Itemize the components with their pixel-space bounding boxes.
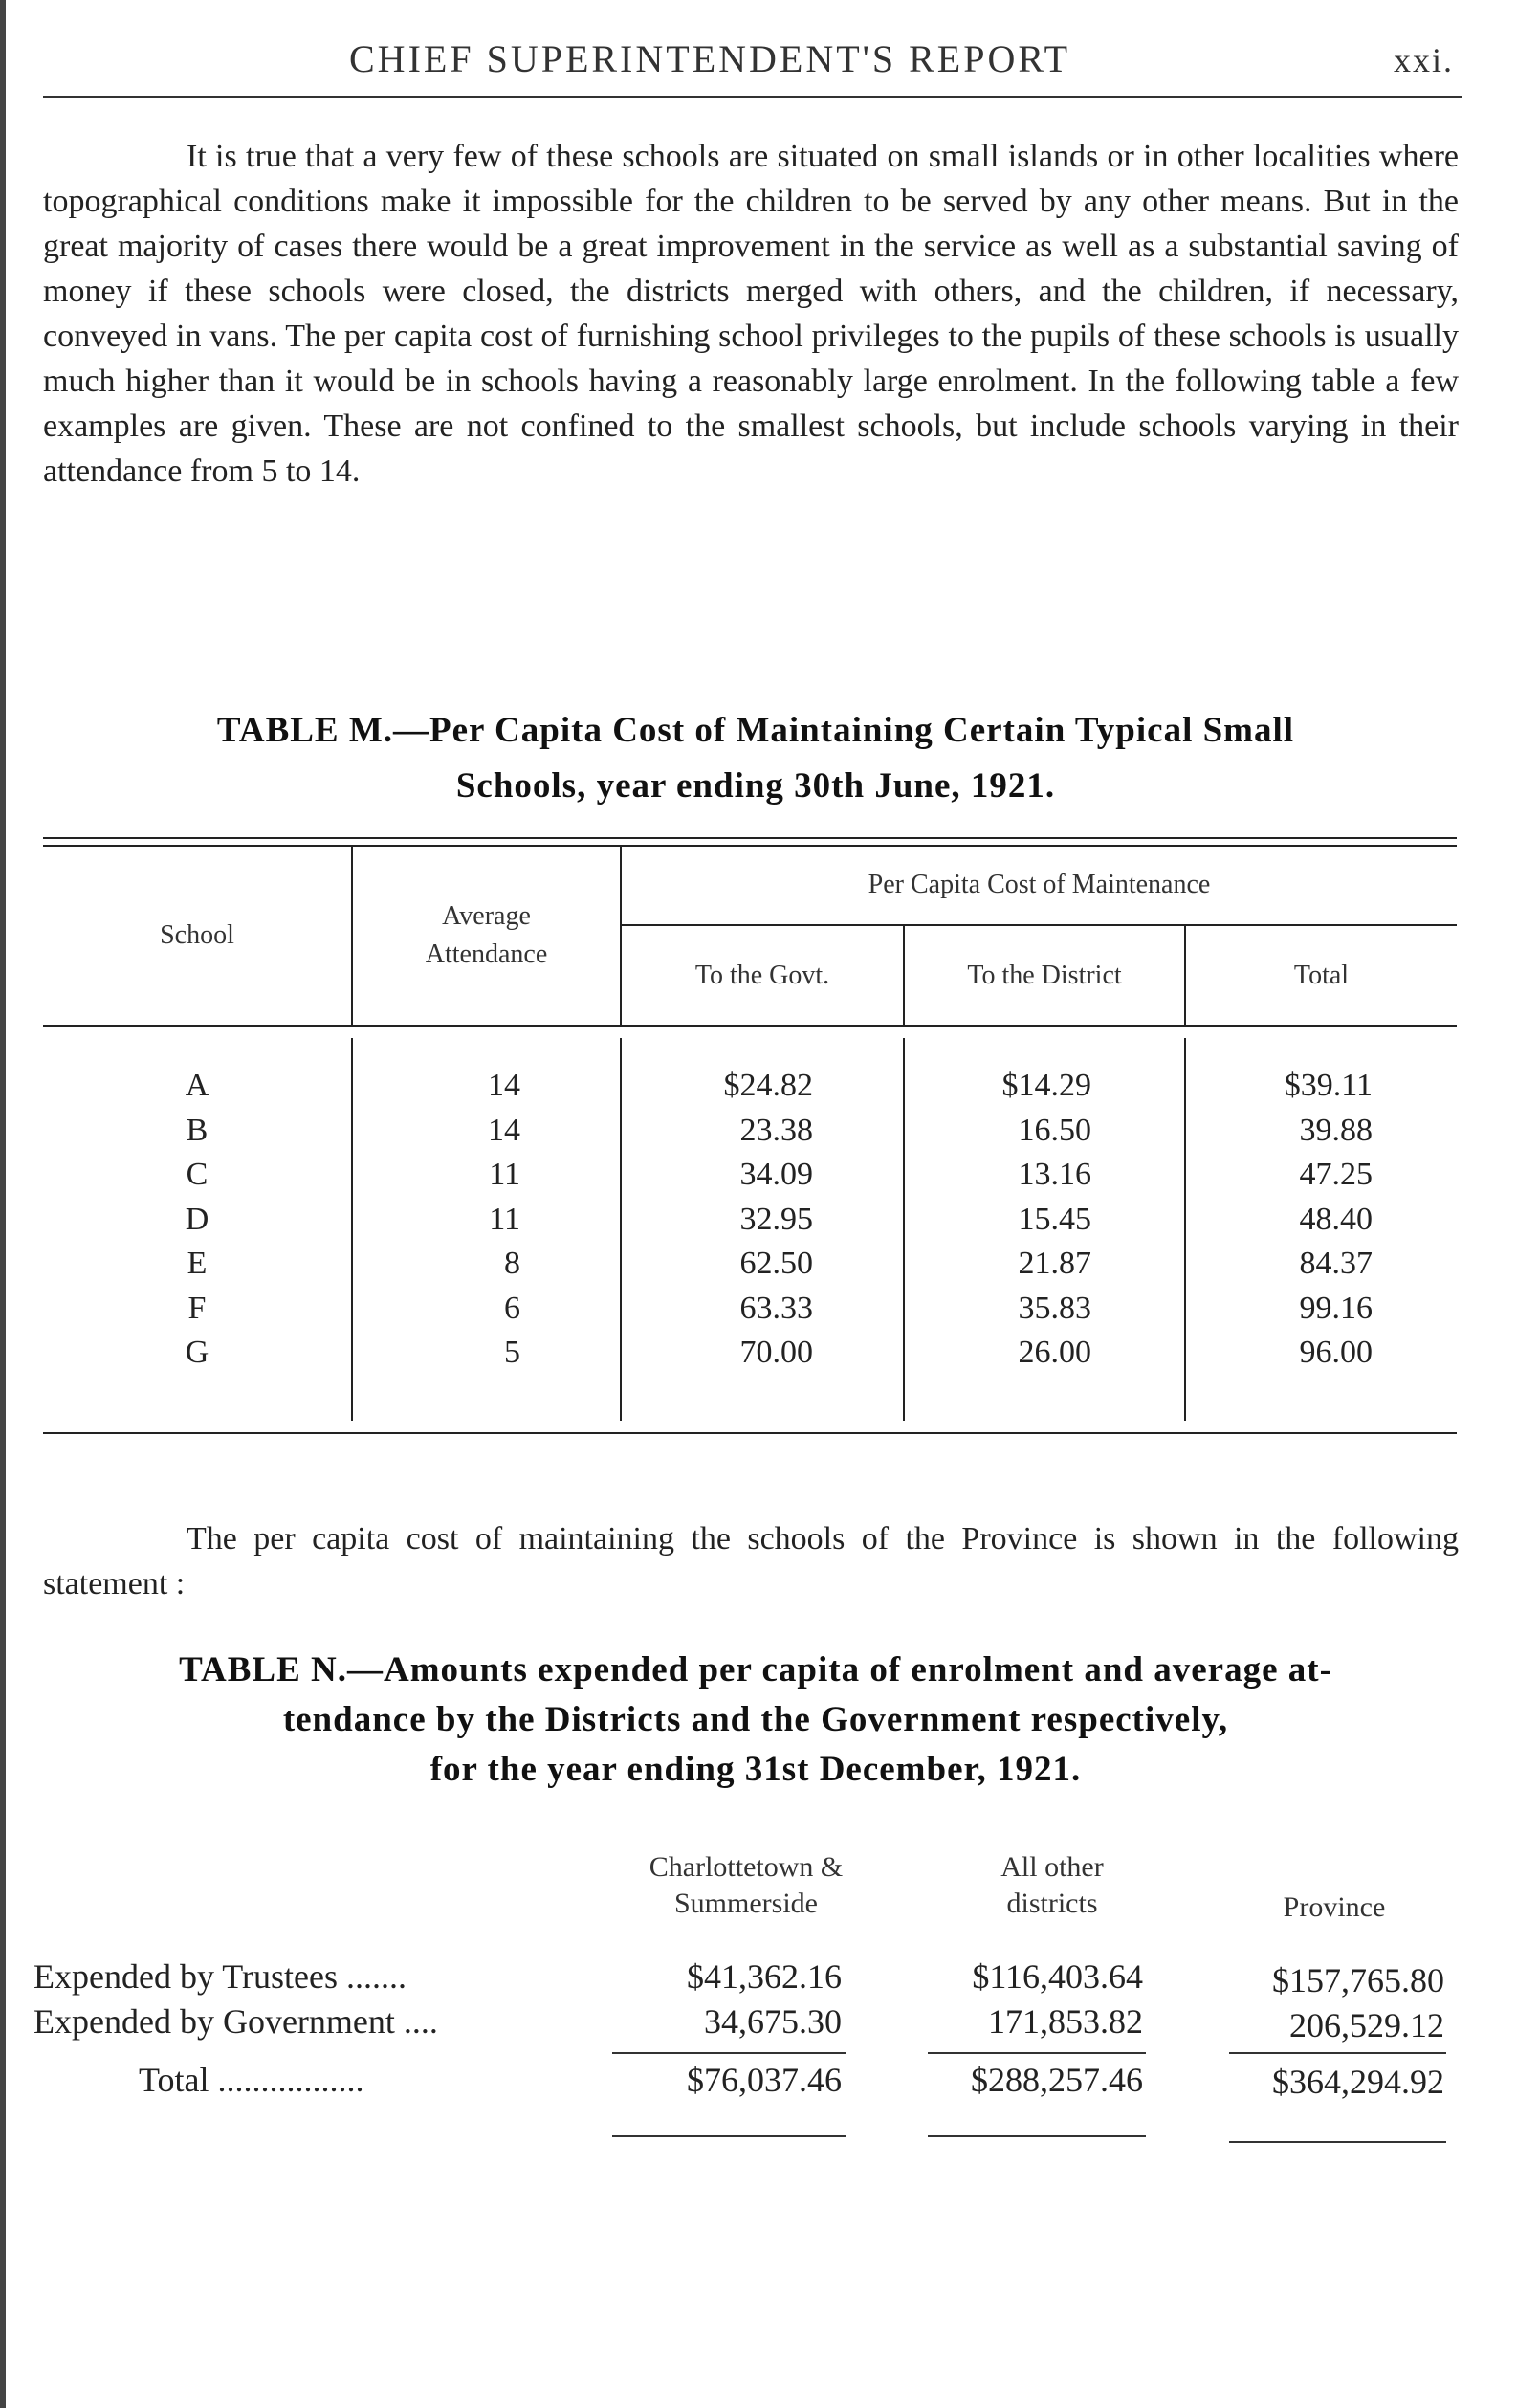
col-header-govt: To the Govt. bbox=[694, 961, 830, 990]
table-n-row-label: Expended by Government .... bbox=[33, 2002, 438, 2041]
table-m-cell-govt: 63.33 bbox=[739, 1291, 813, 1326]
table-m-cell-attendance: 14 bbox=[488, 1113, 520, 1148]
table-m-cell-district: 13.16 bbox=[1018, 1157, 1091, 1192]
table-n-end-rule bbox=[928, 2135, 1146, 2137]
table-m-cell-school: D bbox=[185, 1202, 209, 1237]
table-m-cell-school: F bbox=[187, 1291, 207, 1326]
table-m-cell-govt: 62.50 bbox=[739, 1246, 813, 1281]
col-header-school: School bbox=[160, 920, 234, 950]
table-m-cell-district: 15.45 bbox=[1018, 1202, 1091, 1237]
table-m-caption-line1: TABLE M.—Per Capita Cost of Maintaining Certain Typical Small bbox=[216, 711, 1295, 750]
table-m-cell-attendance: 14 bbox=[488, 1068, 520, 1103]
table-m-cell-govt: 23.38 bbox=[739, 1113, 813, 1148]
col-header-group: Per Capita Cost of Maintenance bbox=[868, 870, 1211, 899]
table-m-cell-total: 84.37 bbox=[1299, 1246, 1373, 1281]
table-m-header-rule bbox=[43, 1025, 1457, 1027]
table-m-cell-district: $14.29 bbox=[1001, 1068, 1091, 1103]
table-n-total-col2: $288,257.46 bbox=[971, 2061, 1143, 2099]
table-n-total-label: Total ................. bbox=[139, 2061, 364, 2099]
table-n-sum-rule bbox=[1229, 2052, 1446, 2054]
table-n-caption-line3: for the year ending 31st December, 1921. bbox=[429, 1750, 1082, 1789]
table-m-cell-total: 96.00 bbox=[1299, 1335, 1373, 1370]
table-n-cell-col3: 206,529.12 bbox=[1289, 2006, 1444, 2044]
table-n-total-col1: $76,037.46 bbox=[687, 2061, 842, 2099]
table-n-cell-col2: $116,403.64 bbox=[972, 1957, 1143, 1996]
table-m-cell-school: E bbox=[187, 1246, 208, 1281]
col-header-attendance-line1: Average bbox=[442, 901, 531, 931]
table-n-cell-col1: 34,675.30 bbox=[704, 2002, 842, 2041]
statement-paragraph-text: The per capita cost of maintaining the schools of the Province is shown in the following statement : bbox=[43, 1521, 1459, 1602]
table-n-col1-header-line1: Charlottetown & bbox=[649, 1851, 844, 1883]
table-m-cell-district: 21.87 bbox=[1018, 1246, 1091, 1281]
table-m-cell-total: $39.11 bbox=[1284, 1068, 1373, 1103]
table-n-end-rule bbox=[612, 2135, 846, 2137]
table-n-col2-header-line2: districts bbox=[1006, 1888, 1098, 1919]
table-n-col2-header-line1: All other bbox=[1000, 1851, 1104, 1883]
table-n-total-col3: $364,294.92 bbox=[1272, 2063, 1444, 2101]
table-m-cell-govt: 32.95 bbox=[739, 1202, 813, 1237]
col-header-total: Total bbox=[1293, 961, 1350, 990]
table-m-caption-line2: Schools, year ending 30th June, 1921. bbox=[455, 766, 1056, 806]
table-m-cell-school: G bbox=[185, 1335, 209, 1370]
table-m-group-rule bbox=[620, 924, 1457, 926]
table-n-sum-rule bbox=[612, 2052, 846, 2054]
table-m-top-rule bbox=[43, 837, 1457, 839]
table-m-cell-school: B bbox=[186, 1113, 209, 1148]
table-m-cell-govt: $24.82 bbox=[723, 1068, 813, 1103]
table-m-cell-district: 35.83 bbox=[1018, 1291, 1091, 1326]
table-n-cell-col2: 171,853.82 bbox=[988, 2002, 1143, 2041]
col-header-district: To the District bbox=[967, 961, 1122, 990]
table-m-cell-attendance: 11 bbox=[489, 1202, 520, 1237]
col-header-attendance-line2: Attendance bbox=[425, 939, 548, 969]
table-m-cell-school: A bbox=[185, 1068, 209, 1103]
intro-paragraph bbox=[43, 134, 1459, 494]
table-m-cell-total: 99.16 bbox=[1299, 1291, 1373, 1326]
table-m-cell-govt: 34.09 bbox=[739, 1157, 813, 1192]
table-m-cell-total: 47.25 bbox=[1299, 1157, 1373, 1192]
table-n-caption-line1: TABLE N.—Amounts expended per capita of enrolment and average at- bbox=[179, 1650, 1332, 1690]
table-m-cell-total: 48.40 bbox=[1299, 1202, 1373, 1237]
statement-paragraph bbox=[43, 1516, 1459, 1606]
table-n-caption bbox=[77, 1646, 1435, 1795]
table-m-cell-attendance: 8 bbox=[504, 1246, 520, 1281]
binding-edge bbox=[0, 0, 6, 2408]
page-number: xxi. bbox=[1393, 41, 1454, 79]
table-n-cell-col1: $41,362.16 bbox=[687, 1957, 842, 1996]
table-n-sum-rule bbox=[928, 2052, 1146, 2054]
table-n-col1-header-line2: Summerside bbox=[674, 1888, 818, 1919]
table-m-cell-attendance: 11 bbox=[489, 1157, 520, 1192]
page-header bbox=[43, 29, 1462, 98]
table-n-end-rule bbox=[1229, 2141, 1446, 2143]
table-m-cell-school: C bbox=[186, 1157, 209, 1192]
table-m-cell-attendance: 6 bbox=[504, 1291, 520, 1326]
table-n-col3-header: Province bbox=[1283, 1891, 1386, 1923]
table-m-cell-district: 26.00 bbox=[1018, 1335, 1091, 1370]
table-n-caption-line2: tendance by the Districts and the Government respectively, bbox=[282, 1700, 1229, 1739]
table-n-cell-col3: $157,765.80 bbox=[1272, 1961, 1444, 1999]
table-m-bottom-rule bbox=[43, 1432, 1457, 1434]
table-m-cell-total: 39.88 bbox=[1299, 1113, 1373, 1148]
table-m-cell-govt: 70.00 bbox=[739, 1335, 813, 1370]
table-m-cell-attendance: 5 bbox=[504, 1335, 520, 1370]
table-n-row-label: Expended by Trustees ....... bbox=[33, 1957, 407, 1996]
header-rule bbox=[43, 96, 1462, 98]
table-m-top-rule-2 bbox=[43, 845, 1457, 847]
table-m-caption bbox=[77, 703, 1435, 814]
intro-paragraph-text: It is true that a very few of these schools are situated on small islands or in other localities where topographical conditions make it impossible for the children to be served by any other means. But in the great majority of cases there would be a great improvement in the service as well as a substantial saving of money if these schools were closed, the districts merged with others, and the children, if necessary, conveyed in vans. The per capita cost of furnishing school privileges to the pupils of these schools is usually much higher than it would be in schools having a reasonably large enrolment. In the following table a few examples are given. These are not confined to the smallest schools, but include schools varying in their attendance from 5 to 14. bbox=[43, 139, 1459, 489]
running-title: CHIEF SUPERINTENDENT'S REPORT bbox=[349, 37, 1071, 80]
table-m-cell-district: 16.50 bbox=[1018, 1113, 1091, 1148]
